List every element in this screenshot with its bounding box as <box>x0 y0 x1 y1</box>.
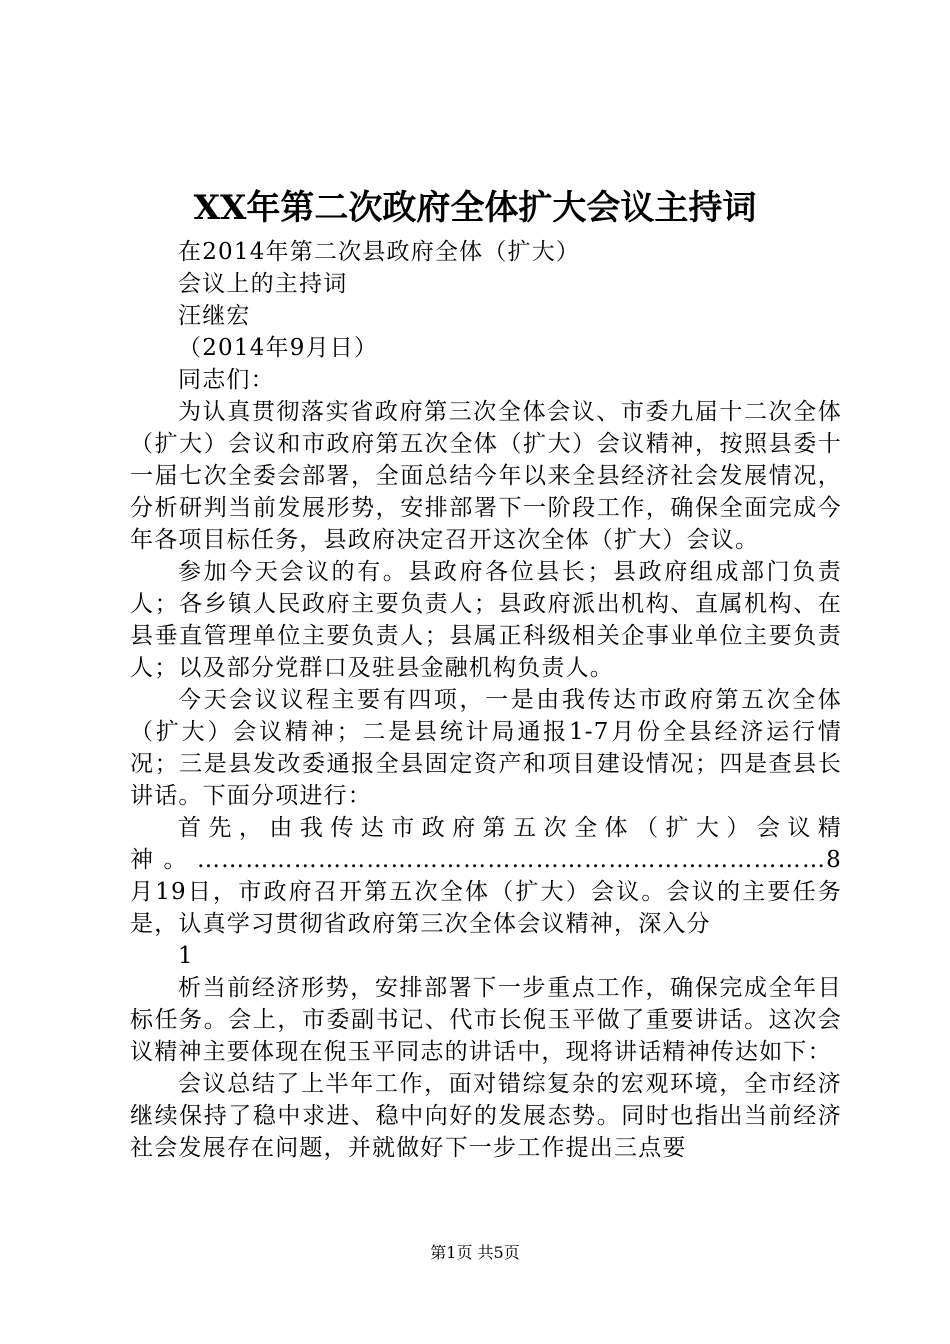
paragraph-first-item: 首先，由我传达市政府第五次全体（扩大）会议精神。……………………………………………………………………8月19日，市政府召开第五次全体（扩大）会议。会议的主要任务是，认真学习贯彻省政府第三次全体会议精神，深入分 <box>130 815 842 937</box>
document-title: XX年第二次政府全体扩大会议主持词 <box>193 188 757 228</box>
author-name: 汪继宏 <box>178 303 251 329</box>
subtitle-line-1: 在2014年第二次县政府全体（扩大） <box>178 239 581 265</box>
paragraph-summary: 会议总结了上半年工作，面对错综复杂的宏观环境，全市经济继续保持了稳中求进、稳中向好的发展态势。同时也指出当前经济社会发展存在问题，并就做好下一步工作提出三点要 <box>130 1071 842 1161</box>
inline-page-number: 1 <box>178 943 194 969</box>
salutation: 同志们： <box>178 367 275 393</box>
paragraph-purpose: 为认真贯彻落实省政府第三次全体会议、市委九届十二次全体（扩大）会议和市政府第五次全体（扩大）会议精神，按照县委十一届七次全委会部署，全面总结今年以来全县经济社会发展情况，分析研判当前发展形势，安排部署下一阶段工作，确保全面完成今年各项目标任务，县政府决定召开这次全体（扩大）会议。 <box>130 399 842 553</box>
subtitle-line-2: 会议上的主持词 <box>178 271 348 297</box>
page-footer: 第1页 共5页 <box>430 1243 520 1262</box>
document-body <box>130 236 842 1164</box>
document-date: （2014年9月日） <box>178 335 379 361</box>
paragraph-agenda: 今天会议议程主要有四项，一是由我传达市政府第五次全体（扩大）会议精神；二是县统计局通报1-7月份全县经济运行情况；三是县发改委通报全县固定资产和项目建设情况；四是查县长讲话。下面分项进行： <box>130 687 842 809</box>
paragraph-analysis: 析当前经济形势，安排部署下一步重点工作，确保完成全年目标任务。会上，市委副书记、代市长倪玉平做了重要讲话。这次会议精神主要体现在倪玉平同志的讲话中，现将讲话精神传达如下： <box>130 975 842 1065</box>
paragraph-attendees: 参加今天会议的有。县政府各位县长；县政府组成部门负责人；各乡镇人民政府主要负责人；县政府派出机构、直属机构、在县垂直管理单位主要负责人；县属正科级相关企事业单位主要负责人；以及部分党群口及驻县金融机构负责人。 <box>130 559 842 681</box>
